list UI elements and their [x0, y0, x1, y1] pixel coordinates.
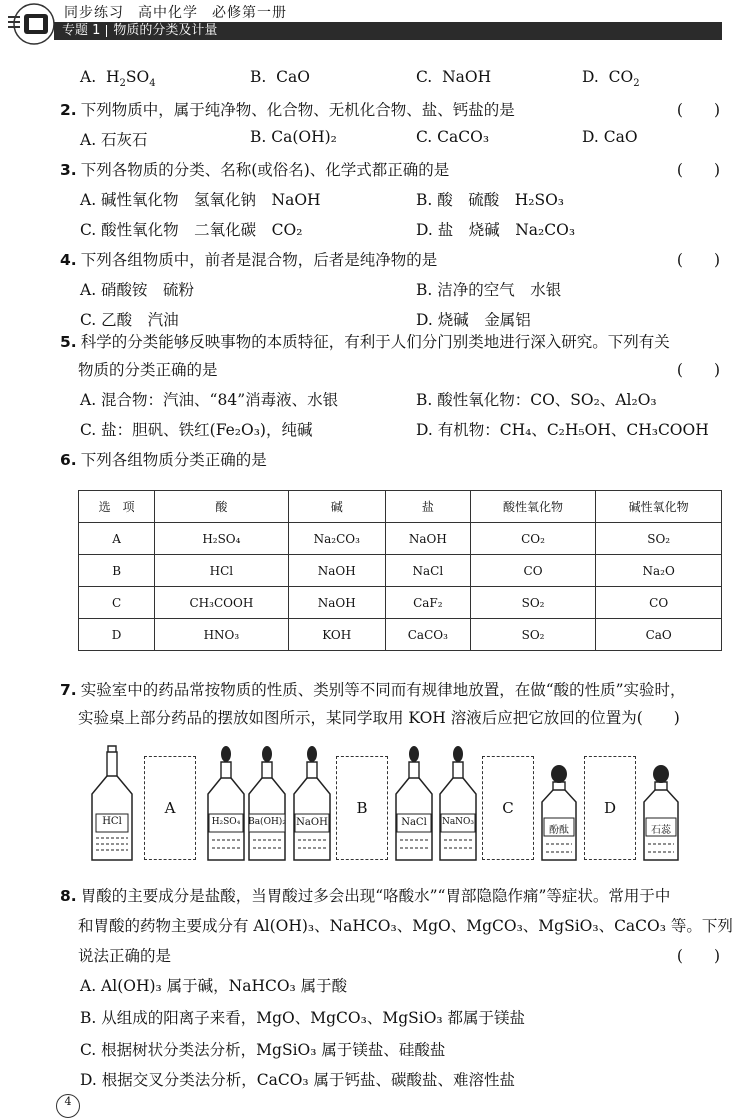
table-header-row: [79, 491, 722, 523]
q8-option-b: B. 从组成的阳离子来看，MgO、MgCO₃、MgSiO₃ 都属于镁盐: [80, 1009, 526, 1027]
q8-option-c: C. 根据树状分类法分析，MgSiO₃ 属于镁盐、硅酸盐: [80, 1041, 446, 1059]
bottle-nano3: [436, 744, 480, 862]
table-header-cell: 碱性氧化物: [596, 491, 722, 523]
q2-stem: 2. 下列物质中，属于纯净物、化合物、无机化合物、盐、钙盐的是: [60, 101, 515, 119]
q5-stem-line1: 5. 科学的分类能够反映事物的本质特征，有利于人们分门别类地进行深入研究。下列有关: [60, 333, 670, 351]
q4-option-a: A. 硝酸铵 硫粉: [80, 281, 195, 299]
table-cell: NaCl: [385, 555, 470, 587]
table-cell: SO₂: [596, 523, 722, 555]
table-cell: CH₃COOH: [155, 587, 288, 619]
table-cell: HNO₃: [155, 619, 288, 651]
q5-option-c: C. 盐：胆矾、铁红(Fe₂O₃)，纯碱: [80, 421, 313, 439]
bottle-litmus: [640, 764, 682, 862]
bottle-label: 酚酞: [549, 825, 569, 836]
bottle-label: NaNO₃: [441, 817, 475, 827]
q1-option-a: A. $H_2SO_4$: [80, 68, 156, 90]
q6-classification-table: [78, 490, 722, 651]
q8-answer-blank: ( ): [676, 947, 720, 965]
reagent-bottle-icon: [436, 744, 480, 862]
bottle-label: Ba(OH)₂: [248, 817, 286, 827]
table-row: [79, 555, 722, 587]
table-cell: SO₂: [470, 587, 596, 619]
q3-option-a: A. 碱性氧化物 氢氧化钠 NaOH: [80, 191, 321, 209]
table-row: [79, 587, 722, 619]
table-cell: CaCO₃: [385, 619, 470, 651]
q3-stem: 3. 下列各物质的分类、名称(或俗名)、化学式都正确的是: [60, 161, 450, 179]
q5-option-d: D. 有机物：CH₄、C₂H₅OH、CH₃COOH: [416, 421, 709, 439]
table-cell: CO: [470, 555, 596, 587]
table-cell: C: [79, 587, 155, 619]
q4-option-d: D. 烧碱 金属铝: [416, 311, 531, 329]
table-cell: B: [79, 555, 155, 587]
table-cell: Na₂O: [596, 555, 722, 587]
reagent-bottle-icon: [204, 744, 248, 862]
table-cell: CO₂: [470, 523, 596, 555]
table-cell: NaOH: [288, 555, 385, 587]
table-cell: H₂SO₄: [155, 523, 288, 555]
book-logo-icon: [4, 2, 58, 52]
q8-option-a: A. Al(OH)₃ 属于碱，NaHCO₃ 属于酸: [80, 977, 348, 995]
q4-stem: 4. 下列各组物质中，前者是混合物，后者是纯净物的是: [60, 251, 438, 269]
slot-c: C: [482, 756, 534, 860]
q5-option-b: B. 酸性氧化物：CO、SO₂、Al₂O₃: [416, 391, 657, 409]
slot-a: A: [144, 756, 196, 860]
bottle-label: HCl: [102, 816, 122, 827]
q5-option-a: A. 混合物：汽油、“84”消毒液、水银: [80, 391, 339, 409]
q5-answer-blank: ( ): [676, 361, 720, 379]
slot-d: D: [584, 756, 636, 860]
q8-stem-line2: 和胃酸的药物主要成分有 Al(OH)₃、NaHCO₃、MgO、MgCO₃、MgSiO₃、CaCO₃ 等。下列: [78, 917, 733, 935]
reagent-bottle-icon: [290, 744, 334, 862]
table-row: [79, 523, 722, 555]
reagent-bottle-icon: [246, 744, 288, 862]
q8-stem-line1: 8. 胃酸的主要成分是盐酸，当胃酸过多会出现“咯酸水”“胃部隐隐作痛”等症状。常用于中: [60, 887, 671, 905]
q4-answer-blank: ( ): [676, 251, 720, 269]
q2-answer-blank: ( ): [676, 101, 720, 119]
bottle-naoh: [290, 744, 334, 862]
q1-option-b: B. CaO: [250, 68, 310, 86]
table-row: [79, 619, 722, 651]
page-number: 4: [56, 1094, 80, 1118]
bottle-label: NaCl: [401, 817, 427, 828]
q2-option-d: D. CaO: [582, 128, 638, 146]
q3-option-b: B. 酸 硫酸 H₂SO₃: [416, 191, 565, 209]
q4-option-c: C. 乙酸 汽油: [80, 311, 179, 329]
q1-option-c: C. NaOH: [416, 68, 492, 86]
table-cell: A: [79, 523, 155, 555]
q2-option-b: B. Ca(OH)₂: [250, 128, 337, 146]
table-header-cell: 碱: [288, 491, 385, 523]
reagent-bottle-icon: [88, 744, 136, 862]
table-cell: D: [79, 619, 155, 651]
topic-bar: 专题 1 物质的分类及计量: [54, 22, 722, 40]
q3-option-c: C. 酸性氧化物 二氧化碳 CO₂: [80, 221, 303, 239]
table-cell: HCl: [155, 555, 288, 587]
q1-option-d: D. $CO_2$: [582, 68, 640, 90]
q8-stem-line3: 说法正确的是: [78, 947, 172, 965]
dropper-bottle-icon: [538, 764, 580, 862]
q8-option-d: D. 根据交叉分类法分析，CaCO₃ 属于钙盐、碳酸盐、难溶性盐: [80, 1071, 516, 1089]
q3-option-d: D. 盐 烧碱 Na₂CO₃: [416, 221, 576, 239]
bottle-label: 石蕊: [651, 825, 671, 836]
table-cell: CaF₂: [385, 587, 470, 619]
q3-answer-blank: ( ): [676, 161, 720, 179]
slot-b: B: [336, 756, 388, 860]
reagent-bottle-icon: [392, 744, 436, 862]
table-header-cell: 选 项: [79, 491, 155, 523]
table-cell: SO₂: [470, 619, 596, 651]
q7-stem-line1: 7. 实验室中的药品常按物质的性质、类别等不同而有规律地放置，在做“酸的性质”实验时，: [60, 681, 686, 699]
bottle-nacl: [392, 744, 436, 862]
bottle-hcl: [88, 744, 136, 862]
q4-option-b: B. 洁净的空气 水银: [416, 281, 562, 299]
q6-stem: 6. 下列各组物质分类正确的是: [60, 451, 267, 469]
table-cell: CaO: [596, 619, 722, 651]
bottle-label: H₂SO₄: [211, 817, 241, 827]
q2-option-c: C. CaCO₃: [416, 128, 490, 146]
table-header-cell: 酸: [155, 491, 288, 523]
table-cell: CO: [596, 587, 722, 619]
header-title: 同步练习 高中化学 必修第一册: [64, 5, 287, 21]
table-cell: Na₂CO₃: [288, 523, 385, 555]
bottle-baoh2: [246, 744, 288, 862]
bottle-phenolphthalein: [538, 764, 580, 862]
table-cell: NaOH: [385, 523, 470, 555]
reagent-bottles-figure: [88, 744, 688, 866]
dropper-bottle-icon: [640, 764, 682, 862]
bottle-h2so4: [204, 744, 248, 862]
table-cell: NaOH: [288, 587, 385, 619]
q2-option-a: A. 石灰石: [80, 131, 148, 149]
q5-stem-line2: 物质的分类正确的是: [78, 361, 218, 379]
q7-stem-line2: 实验桌上部分药品的摆放如图所示，某同学取用 KOH 溶液后应把它放回的位置为( ): [78, 709, 680, 727]
table-header-cell: 盐: [385, 491, 470, 523]
table-header-cell: 酸性氧化物: [470, 491, 596, 523]
table-cell: KOH: [288, 619, 385, 651]
bottle-label: NaOH: [296, 817, 328, 828]
